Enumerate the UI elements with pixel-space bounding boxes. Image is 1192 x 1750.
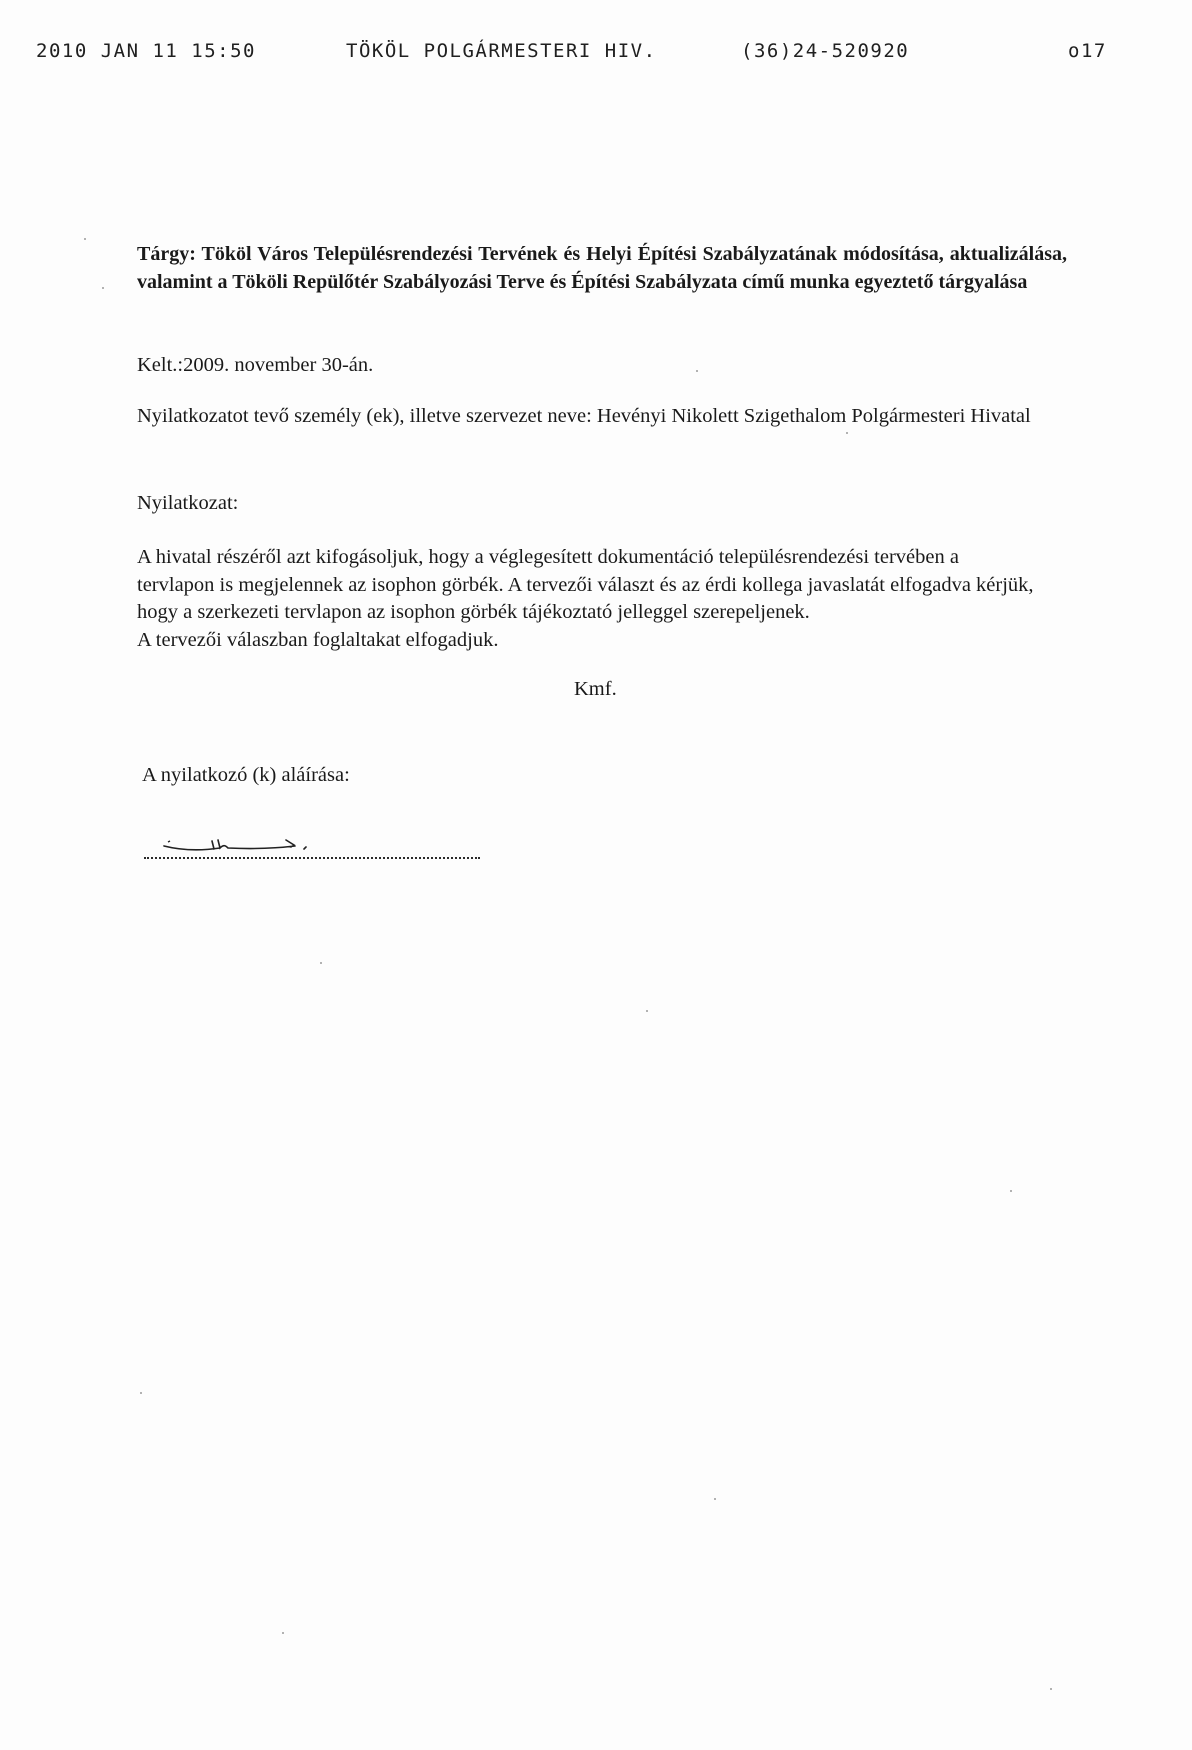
- document-date: Kelt.:2009. november 30-án.: [137, 354, 374, 376]
- fax-header: [36, 40, 1116, 66]
- fax-phone: (36)24-520920: [741, 40, 910, 62]
- scan-speck: [1050, 1688, 1052, 1690]
- acceptance-text: A tervezői válaszban foglaltakat elfogadjuk.: [137, 628, 499, 651]
- declarant-name: Nyilatkozatot tevő személy (ek), illetve szervezet neve: Hevényi Nikolett Szigethalom Polgármesteri Hivatal: [137, 405, 1031, 427]
- scan-speck: [84, 238, 86, 240]
- scan-speck: [846, 432, 848, 434]
- kmf-mark: Kmf.: [574, 678, 617, 700]
- scan-speck: [1010, 1190, 1012, 1192]
- declaration-text: A hivatal részéről azt kifogásoljuk, hogy a véglegesített dokumentáció településrendezési tervében a tervlapon is megjelennek az isophon görbék. A tervezői választ és az érdi kollega javaslatát elfogadva kérjük, hogy a szerkezeti tervlapon az isophon görbék tájékoztató jelleggel szerepeljenek.: [137, 546, 1034, 623]
- scan-speck: [140, 1392, 142, 1394]
- declaration-body: [137, 544, 1037, 654]
- signature-label: A nyilatkozó (k) aláírása:: [142, 764, 350, 786]
- declaration-label: Nyilatkozat:: [137, 492, 239, 514]
- fax-page-number: o17: [1068, 40, 1107, 62]
- scan-speck: [102, 287, 104, 289]
- scan-speck: [714, 1498, 716, 1500]
- scan-speck: [646, 1010, 648, 1012]
- scan-speck: [320, 962, 322, 964]
- handwritten-signature: [160, 832, 320, 856]
- scan-speck: [696, 370, 698, 372]
- signature-dotted-line: [144, 857, 480, 859]
- document-subject: Tárgy: Tököl Város Településrendezési Tervének és Helyi Építési Szabályzatának módosítása, aktualizálása, valamint a Tököli Repülőtér Szabályozási Terve és Építési Szabályzata című munka egyeztető tárgyalása: [137, 243, 1067, 293]
- fax-date-time: 2010 JAN 11 15:50: [36, 40, 256, 62]
- scan-speck: [282, 1632, 284, 1634]
- fax-sender: TÖKÖL POLGÁRMESTERI HIV.: [346, 40, 657, 62]
